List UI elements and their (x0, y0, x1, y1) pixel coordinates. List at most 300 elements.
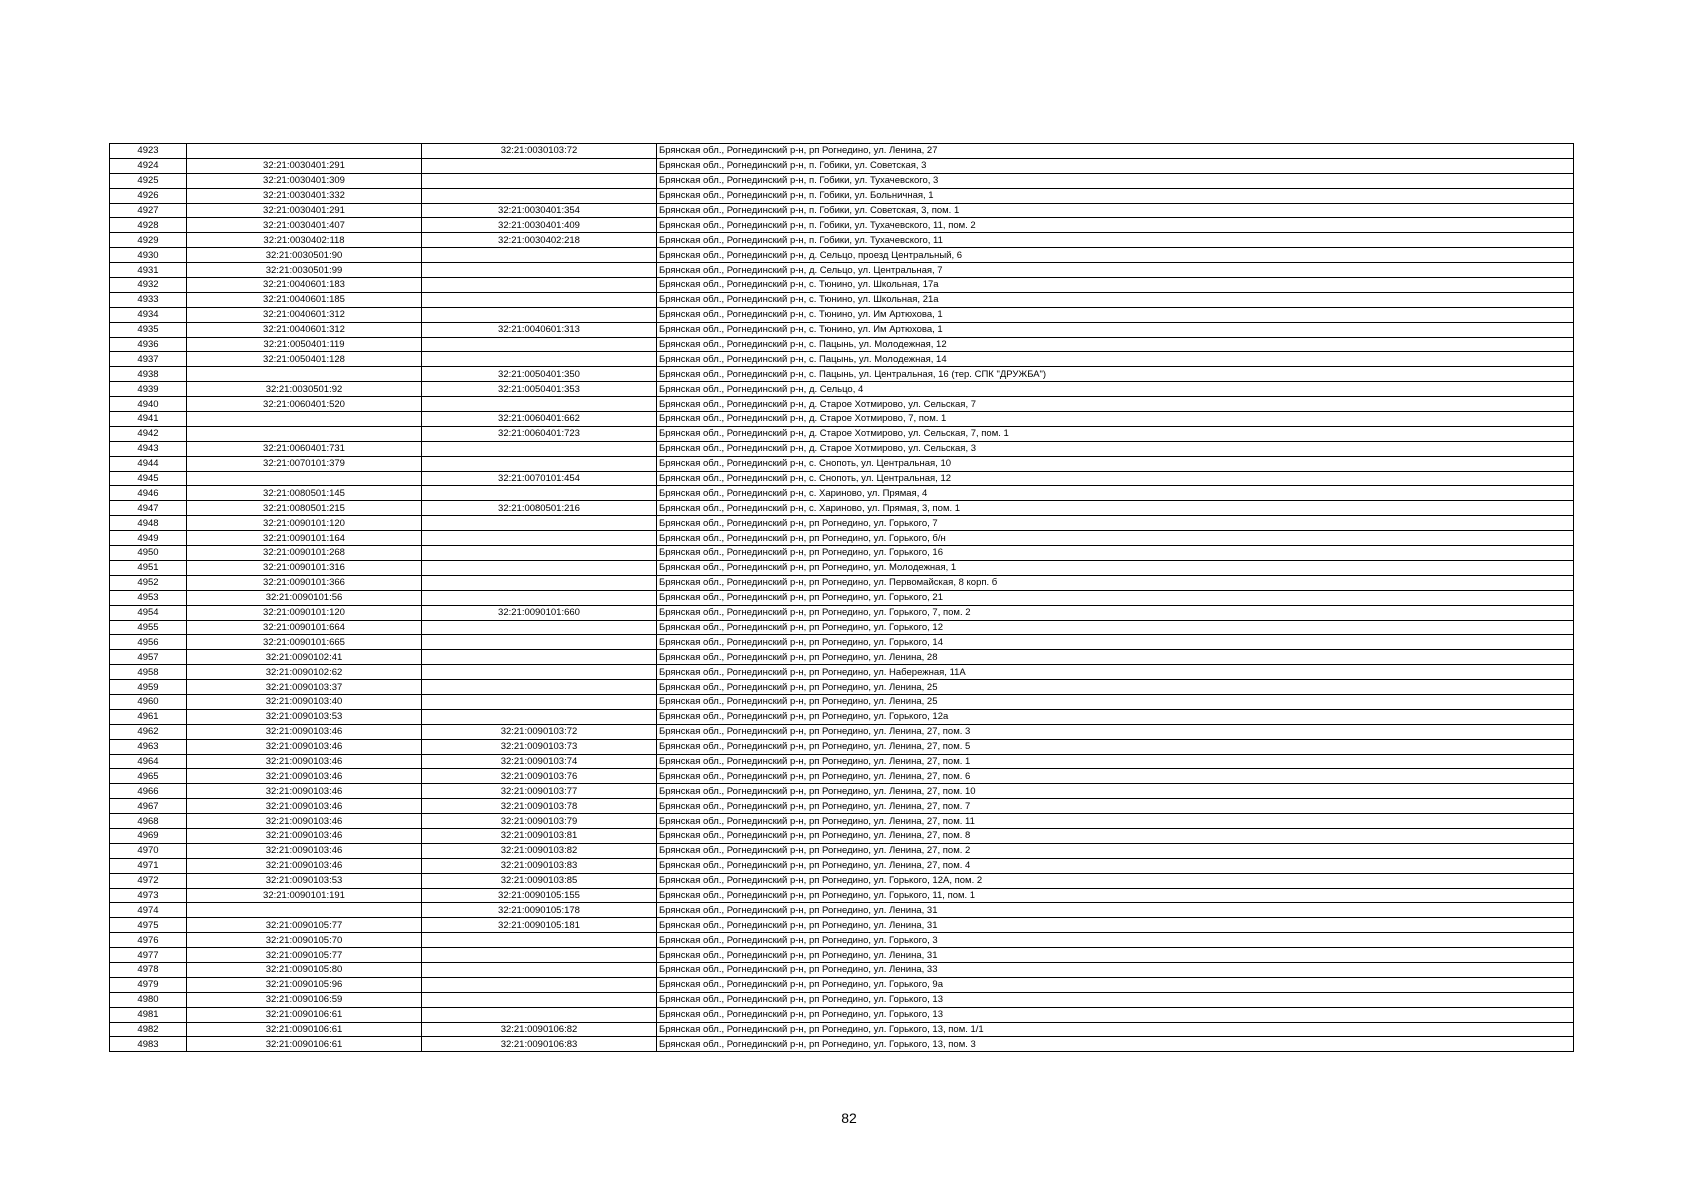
cadastral-number-cell: 32:21:0090101:366 (187, 575, 422, 590)
object-cadastral-number-cell (422, 1007, 657, 1022)
table-row (110, 203, 1574, 218)
object-cadastral-number-cell (422, 352, 657, 367)
cadastral-number-cell (187, 412, 422, 427)
cadastral-number-cell: 32:21:0090102:62 (187, 665, 422, 680)
address-cell: Брянская обл., Рогнединский р-н, рп Рогнедино, ул. Горького, 13 (657, 992, 1574, 1007)
row-number-cell: 4940 (110, 397, 187, 412)
cadastral-number-cell: 32:21:0030401:332 (187, 188, 422, 203)
table-row (110, 754, 1574, 769)
table-row (110, 1007, 1574, 1022)
object-cadastral-number-cell (422, 680, 657, 695)
table-row (110, 456, 1574, 471)
cadastral-number-cell: 32:21:0090103:53 (187, 873, 422, 888)
table-row (110, 486, 1574, 501)
row-number-cell: 4935 (110, 322, 187, 337)
address-cell: Брянская обл., Рогнединский р-н, рп Рогнедино, ул. Ленина, 28 (657, 650, 1574, 665)
table-row (110, 397, 1574, 412)
object-cadastral-number-cell (422, 635, 657, 650)
address-cell: Брянская обл., Рогнединский р-н, рп Рогнедино, ул. Горького, 12А, пом. 2 (657, 873, 1574, 888)
table-row (110, 590, 1574, 605)
row-number-cell: 4968 (110, 814, 187, 829)
address-cell: Брянская обл., Рогнединский р-н, с. Пацынь, ул. Молодежная, 12 (657, 337, 1574, 352)
cadastral-number-cell: 32:21:0090105:77 (187, 948, 422, 963)
row-number-cell: 4947 (110, 501, 187, 516)
address-cell: Брянская обл., Рогнединский р-н, рп Рогнедино, ул. Ленина, 31 (657, 948, 1574, 963)
address-cell: Брянская обл., Рогнединский р-н, с. Пацынь, ул. Центральная, 16 (тер. СПК "ДРУЖБА") (657, 367, 1574, 382)
cadastral-number-cell: 32:21:0090105:96 (187, 977, 422, 992)
object-cadastral-number-cell (422, 590, 657, 605)
address-cell: Брянская обл., Рогнединский р-н, рп Рогнедино, ул. Ленина, 33 (657, 962, 1574, 977)
cadastral-number-cell: 32:21:0080501:215 (187, 501, 422, 516)
cadastral-number-cell: 32:21:0090103:53 (187, 709, 422, 724)
address-cell: Брянская обл., Рогнединский р-н, с. Пацынь, ул. Молодежная, 14 (657, 352, 1574, 367)
cadastral-number-cell: 32:21:0040601:183 (187, 278, 422, 293)
object-cadastral-number-cell: 32:21:0090103:81 (422, 828, 657, 843)
cadastral-number-cell: 32:21:0090101:664 (187, 620, 422, 635)
address-cell: Брянская обл., Рогнединский р-н, с. Тюнино, ул. Школьная, 17а (657, 278, 1574, 293)
table-row (110, 307, 1574, 322)
cadastral-number-cell: 32:21:0030402:118 (187, 233, 422, 248)
address-cell: Брянская обл., Рогнединский р-н, рп Рогнедино, ул. Ленина, 25 (657, 680, 1574, 695)
row-number-cell: 4943 (110, 441, 187, 456)
object-cadastral-number-cell (422, 173, 657, 188)
address-cell: Брянская обл., Рогнединский р-н, рп Рогнедино, ул. Горького, 13, пом. 3 (657, 1037, 1574, 1052)
address-cell: Брянская обл., Рогнединский р-н, рп Рогнедино, ул. Ленина, 27, пом. 7 (657, 799, 1574, 814)
cadastral-number-cell: 32:21:0090103:46 (187, 828, 422, 843)
cadastral-number-cell: 32:21:0090101:316 (187, 560, 422, 575)
table-row (110, 769, 1574, 784)
table-row (110, 694, 1574, 709)
address-cell: Брянская обл., Рогнединский р-н, рп Рогнедино, ул. Горького, 7 (657, 516, 1574, 531)
table-row (110, 933, 1574, 948)
cadastral-number-cell (187, 903, 422, 918)
cadastral-number-cell: 32:21:0090101:665 (187, 635, 422, 650)
object-cadastral-number-cell: 32:21:0050401:350 (422, 367, 657, 382)
object-cadastral-number-cell (422, 248, 657, 263)
address-cell: Брянская обл., Рогнединский р-н, п. Гобики, ул. Тухачевского, 11 (657, 233, 1574, 248)
address-cell: Брянская обл., Рогнединский р-н, рп Рогнедино, ул. Горького, 11, пом. 1 (657, 888, 1574, 903)
object-cadastral-number-cell: 32:21:0030401:354 (422, 203, 657, 218)
table-row (110, 516, 1574, 531)
row-number-cell: 4948 (110, 516, 187, 531)
object-cadastral-number-cell (422, 158, 657, 173)
object-cadastral-number-cell (422, 546, 657, 561)
table-row (110, 858, 1574, 873)
address-cell: Брянская обл., Рогнединский р-н, рп Рогнедино, ул. Набережная, 11А (657, 665, 1574, 680)
row-number-cell: 4939 (110, 382, 187, 397)
table-row (110, 337, 1574, 352)
row-number-cell: 4933 (110, 292, 187, 307)
table-row (110, 292, 1574, 307)
table-row (110, 784, 1574, 799)
address-cell: Брянская обл., Рогнединский р-н, с. Снопоть, ул. Центральная, 10 (657, 456, 1574, 471)
registry-table-body (110, 144, 1574, 1052)
cadastral-number-cell: 32:21:0030401:291 (187, 203, 422, 218)
table-row (110, 546, 1574, 561)
object-cadastral-number-cell: 32:21:0090103:79 (422, 814, 657, 829)
cadastral-number-cell: 32:21:0090103:40 (187, 694, 422, 709)
registry-table (109, 143, 1574, 1052)
cadastral-number-cell: 32:21:0090101:120 (187, 516, 422, 531)
address-cell: Брянская обл., Рогнединский р-н, п. Гобики, ул. Больничная, 1 (657, 188, 1574, 203)
row-number-cell: 4978 (110, 962, 187, 977)
row-number-cell: 4941 (110, 412, 187, 427)
object-cadastral-number-cell (422, 337, 657, 352)
row-number-cell: 4979 (110, 977, 187, 992)
row-number-cell: 4954 (110, 605, 187, 620)
table-row (110, 873, 1574, 888)
table-row (110, 501, 1574, 516)
cadastral-number-cell: 32:21:0030401:309 (187, 173, 422, 188)
row-number-cell: 4972 (110, 873, 187, 888)
table-row (110, 263, 1574, 278)
row-number-cell: 4962 (110, 724, 187, 739)
cadastral-number-cell: 32:21:0090101:268 (187, 546, 422, 561)
row-number-cell: 4958 (110, 665, 187, 680)
row-number-cell: 4955 (110, 620, 187, 635)
row-number-cell: 4944 (110, 456, 187, 471)
cadastral-number-cell (187, 367, 422, 382)
row-number-cell: 4975 (110, 918, 187, 933)
cadastral-number-cell: 32:21:0090103:46 (187, 858, 422, 873)
object-cadastral-number-cell (422, 694, 657, 709)
cadastral-number-cell: 32:21:0090101:191 (187, 888, 422, 903)
cadastral-number-cell: 32:21:0090103:46 (187, 769, 422, 784)
address-cell: Брянская обл., Рогнединский р-н, рп Рогнедино, ул. Горького, 21 (657, 590, 1574, 605)
row-number-cell: 4926 (110, 188, 187, 203)
table-row (110, 903, 1574, 918)
address-cell: Брянская обл., Рогнединский р-н, с. Тюнино, ул. Им Артюхова, 1 (657, 322, 1574, 337)
object-cadastral-number-cell: 32:21:0090103:85 (422, 873, 657, 888)
address-cell: Брянская обл., Рогнединский р-н, рп Рогнедино, ул. Первомайская, 8 корп. б (657, 575, 1574, 590)
table-row (110, 248, 1574, 263)
cadastral-number-cell: 32:21:0060401:731 (187, 441, 422, 456)
object-cadastral-number-cell (422, 992, 657, 1007)
row-number-cell: 4950 (110, 546, 187, 561)
cadastral-number-cell: 32:21:0080501:145 (187, 486, 422, 501)
cadastral-number-cell: 32:21:0090103:46 (187, 739, 422, 754)
table-row (110, 158, 1574, 173)
cadastral-number-cell: 32:21:0040601:312 (187, 307, 422, 322)
address-cell: Брянская обл., Рогнединский р-н, д. Старое Хотмирово, ул. Сельская, 7, пом. 1 (657, 426, 1574, 441)
cadastral-number-cell: 32:21:0030401:291 (187, 158, 422, 173)
cadastral-number-cell: 32:21:0050401:119 (187, 337, 422, 352)
object-cadastral-number-cell (422, 620, 657, 635)
object-cadastral-number-cell (422, 516, 657, 531)
row-number-cell: 4982 (110, 1022, 187, 1037)
row-number-cell: 4976 (110, 933, 187, 948)
cadastral-number-cell: 32:21:0040601:312 (187, 322, 422, 337)
address-cell: Брянская обл., Рогнединский р-н, д. Сельцо, ул. Центральная, 7 (657, 263, 1574, 278)
table-row (110, 814, 1574, 829)
object-cadastral-number-cell: 32:21:0030402:218 (422, 233, 657, 248)
table-row (110, 233, 1574, 248)
address-cell: Брянская обл., Рогнединский р-н, п. Гобики, ул. Тухачевского, 11, пом. 2 (657, 218, 1574, 233)
table-row (110, 382, 1574, 397)
row-number-cell: 4946 (110, 486, 187, 501)
object-cadastral-number-cell (422, 977, 657, 992)
address-cell: Брянская обл., Рогнединский р-н, рп Рогнедино, ул. Ленина, 27, пом. 8 (657, 828, 1574, 843)
object-cadastral-number-cell: 32:21:0030401:409 (422, 218, 657, 233)
object-cadastral-number-cell (422, 188, 657, 203)
address-cell: Брянская обл., Рогнединский р-н, д. Сельцо, проезд Центральный, 6 (657, 248, 1574, 263)
address-cell: Брянская обл., Рогнединский р-н, рп Рогнедино, ул. Ленина, 31 (657, 903, 1574, 918)
cadastral-number-cell: 32:21:0090103:46 (187, 843, 422, 858)
row-number-cell: 4967 (110, 799, 187, 814)
cadastral-number-cell: 32:21:0030501:99 (187, 263, 422, 278)
row-number-cell: 4969 (110, 828, 187, 843)
address-cell: Брянская обл., Рогнединский р-н, рп Рогнедино, ул. Ленина, 27, пом. 1 (657, 754, 1574, 769)
table-row (110, 918, 1574, 933)
row-number-cell: 4961 (110, 709, 187, 724)
table-row (110, 560, 1574, 575)
object-cadastral-number-cell: 32:21:0060401:662 (422, 412, 657, 427)
table-row (110, 575, 1574, 590)
row-number-cell: 4963 (110, 739, 187, 754)
address-cell: Брянская обл., Рогнединский р-н, рп Рогнедино, ул. Горького, 13, пом. 1/1 (657, 1022, 1574, 1037)
object-cadastral-number-cell: 32:21:0090103:82 (422, 843, 657, 858)
cadastral-number-cell: 32:21:0090103:46 (187, 724, 422, 739)
row-number-cell: 4942 (110, 426, 187, 441)
object-cadastral-number-cell: 32:21:0060401:723 (422, 426, 657, 441)
table-row (110, 843, 1574, 858)
address-cell: Брянская обл., Рогнединский р-н, рп Рогнедино, ул. Ленина, 27, пом. 2 (657, 843, 1574, 858)
object-cadastral-number-cell (422, 948, 657, 963)
address-cell: Брянская обл., Рогнединский р-н, рп Рогнедино, ул. Ленина, 27, пом. 11 (657, 814, 1574, 829)
cadastral-number-cell: 32:21:0090103:37 (187, 680, 422, 695)
cadastral-number-cell: 32:21:0090106:61 (187, 1022, 422, 1037)
address-cell: Брянская обл., Рогнединский р-н, рп Рогнедино, ул. Молодежная, 1 (657, 560, 1574, 575)
row-number-cell: 4977 (110, 948, 187, 963)
object-cadastral-number-cell: 32:21:0090103:78 (422, 799, 657, 814)
table-row (110, 650, 1574, 665)
address-cell: Брянская обл., Рогнединский р-н, рп Рогнедино, ул. Горького, 13 (657, 1007, 1574, 1022)
object-cadastral-number-cell (422, 486, 657, 501)
cadastral-number-cell: 32:21:0090102:41 (187, 650, 422, 665)
object-cadastral-number-cell (422, 575, 657, 590)
table-row (110, 322, 1574, 337)
table-row (110, 173, 1574, 188)
cadastral-number-cell: 32:21:0090101:164 (187, 531, 422, 546)
table-row (110, 962, 1574, 977)
table-row (110, 739, 1574, 754)
cadastral-number-cell (187, 144, 422, 159)
row-number-cell: 4949 (110, 531, 187, 546)
address-cell: Брянская обл., Рогнединский р-н, рп Рогнедино, ул. Горького, 7, пом. 2 (657, 605, 1574, 620)
address-cell: Брянская обл., Рогнединский р-н, д. Сельцо, 4 (657, 382, 1574, 397)
row-number-cell: 4959 (110, 680, 187, 695)
table-row (110, 992, 1574, 1007)
address-cell: Брянская обл., Рогнединский р-н, рп Рогнедино, ул. Ленина, 31 (657, 918, 1574, 933)
address-cell: Брянская обл., Рогнединский р-н, рп Рогнедино, ул. Горького, 12 (657, 620, 1574, 635)
address-cell: Брянская обл., Рогнединский р-н, рп Рогнедино, ул. Горького, 14 (657, 635, 1574, 650)
table-row (110, 1037, 1574, 1052)
row-number-cell: 4966 (110, 784, 187, 799)
row-number-cell: 4960 (110, 694, 187, 709)
object-cadastral-number-cell: 32:21:0090103:76 (422, 769, 657, 784)
object-cadastral-number-cell: 32:21:0090103:74 (422, 754, 657, 769)
object-cadastral-number-cell (422, 650, 657, 665)
row-number-cell: 4938 (110, 367, 187, 382)
cadastral-number-cell: 32:21:0090106:61 (187, 1007, 422, 1022)
object-cadastral-number-cell: 32:21:0090105:178 (422, 903, 657, 918)
cadastral-number-cell: 32:21:0030401:407 (187, 218, 422, 233)
address-cell: Брянская обл., Рогнединский р-н, п. Гобики, ул. Тухачевского, 3 (657, 173, 1574, 188)
row-number-cell: 4924 (110, 158, 187, 173)
object-cadastral-number-cell (422, 278, 657, 293)
table-row (110, 828, 1574, 843)
object-cadastral-number-cell (422, 397, 657, 412)
object-cadastral-number-cell: 32:21:0030103:72 (422, 144, 657, 159)
table-row (110, 948, 1574, 963)
row-number-cell: 4957 (110, 650, 187, 665)
object-cadastral-number-cell (422, 962, 657, 977)
table-row (110, 665, 1574, 680)
table-row (110, 426, 1574, 441)
object-cadastral-number-cell: 32:21:0090101:660 (422, 605, 657, 620)
table-row (110, 278, 1574, 293)
object-cadastral-number-cell (422, 665, 657, 680)
row-number-cell: 4953 (110, 590, 187, 605)
cadastral-number-cell (187, 471, 422, 486)
address-cell: Брянская обл., Рогнединский р-н, с. Снопоть, ул. Центральная, 12 (657, 471, 1574, 486)
table-row (110, 635, 1574, 650)
cadastral-number-cell: 32:21:0030501:92 (187, 382, 422, 397)
object-cadastral-number-cell (422, 560, 657, 575)
address-cell: Брянская обл., Рогнединский р-н, с. Хариново, ул. Прямая, 4 (657, 486, 1574, 501)
table-row (110, 605, 1574, 620)
cadastral-number-cell: 32:21:0090105:77 (187, 918, 422, 933)
address-cell: Брянская обл., Рогнединский р-н, д. Старое Хотмирово, ул. Сельская, 7 (657, 397, 1574, 412)
table-row (110, 888, 1574, 903)
address-cell: Брянская обл., Рогнединский р-н, рп Рогнедино, ул. Горького, б/н (657, 531, 1574, 546)
cadastral-number-cell: 32:21:0090105:70 (187, 933, 422, 948)
address-cell: Брянская обл., Рогнединский р-н, рп Рогнедино, ул. Горького, 12а (657, 709, 1574, 724)
table-row (110, 441, 1574, 456)
object-cadastral-number-cell: 32:21:0090105:155 (422, 888, 657, 903)
object-cadastral-number-cell (422, 263, 657, 278)
row-number-cell: 4965 (110, 769, 187, 784)
address-cell: Брянская обл., Рогнединский р-н, рп Рогнедино, ул. Горького, 9а (657, 977, 1574, 992)
row-number-cell: 4930 (110, 248, 187, 263)
row-number-cell: 4974 (110, 903, 187, 918)
object-cadastral-number-cell: 32:21:0070101:454 (422, 471, 657, 486)
object-cadastral-number-cell: 32:21:0090105:181 (422, 918, 657, 933)
row-number-cell: 4945 (110, 471, 187, 486)
object-cadastral-number-cell: 32:21:0090103:83 (422, 858, 657, 873)
table-row (110, 412, 1574, 427)
address-cell: Брянская обл., Рогнединский р-н, п. Гобики, ул. Советская, 3, пом. 1 (657, 203, 1574, 218)
cadastral-number-cell: 32:21:0090103:46 (187, 799, 422, 814)
cadastral-number-cell: 32:21:0090105:80 (187, 962, 422, 977)
row-number-cell: 4937 (110, 352, 187, 367)
row-number-cell: 4981 (110, 1007, 187, 1022)
address-cell: Брянская обл., Рогнединский р-н, рп Рогнедино, ул. Ленина, 27, пом. 6 (657, 769, 1574, 784)
object-cadastral-number-cell (422, 441, 657, 456)
row-number-cell: 4936 (110, 337, 187, 352)
table-row (110, 188, 1574, 203)
table-row (110, 144, 1574, 159)
row-number-cell: 4931 (110, 263, 187, 278)
address-cell: Брянская обл., Рогнединский р-н, рп Рогнедино, ул. Горького, 3 (657, 933, 1574, 948)
address-cell: Брянская обл., Рогнединский р-н, рп Рогнедино, ул. Горького, 16 (657, 546, 1574, 561)
row-number-cell: 4980 (110, 992, 187, 1007)
address-cell: Брянская обл., Рогнединский р-н, с. Тюнино, ул. Школьная, 21а (657, 292, 1574, 307)
cadastral-number-cell: 32:21:0090106:59 (187, 992, 422, 1007)
object-cadastral-number-cell: 32:21:0090103:73 (422, 739, 657, 754)
cadastral-number-cell: 32:21:0030501:90 (187, 248, 422, 263)
table-row (110, 1022, 1574, 1037)
cadastral-number-cell: 32:21:0090103:46 (187, 754, 422, 769)
address-cell: Брянская обл., Рогнединский р-н, д. Старое Хотмирово, 7, пом. 1 (657, 412, 1574, 427)
cadastral-number-cell: 32:21:0070101:379 (187, 456, 422, 471)
table-row (110, 709, 1574, 724)
table-row (110, 977, 1574, 992)
object-cadastral-number-cell (422, 292, 657, 307)
table-row (110, 471, 1574, 486)
cadastral-number-cell: 32:21:0090103:46 (187, 784, 422, 799)
address-cell: Брянская обл., Рогнединский р-н, рп Рогнедино, ул. Ленина, 27, пом. 5 (657, 739, 1574, 754)
cadastral-number-cell: 32:21:0090106:61 (187, 1037, 422, 1052)
address-cell: Брянская обл., Рогнединский р-н, рп Рогнедино, ул. Ленина, 27 (657, 144, 1574, 159)
object-cadastral-number-cell: 32:21:0050401:353 (422, 382, 657, 397)
row-number-cell: 4929 (110, 233, 187, 248)
table-row (110, 218, 1574, 233)
object-cadastral-number-cell: 32:21:0040601:313 (422, 322, 657, 337)
table-row (110, 620, 1574, 635)
object-cadastral-number-cell: 32:21:0090106:83 (422, 1037, 657, 1052)
table-row (110, 799, 1574, 814)
row-number-cell: 4934 (110, 307, 187, 322)
address-cell: Брянская обл., Рогнединский р-н, рп Рогнедино, ул. Ленина, 27, пом. 10 (657, 784, 1574, 799)
cadastral-number-cell: 32:21:0090103:46 (187, 814, 422, 829)
row-number-cell: 4925 (110, 173, 187, 188)
cadastral-number-cell: 32:21:0090101:56 (187, 590, 422, 605)
row-number-cell: 4964 (110, 754, 187, 769)
object-cadastral-number-cell: 32:21:0090106:82 (422, 1022, 657, 1037)
cadastral-number-cell: 32:21:0060401:520 (187, 397, 422, 412)
object-cadastral-number-cell (422, 709, 657, 724)
row-number-cell: 4923 (110, 144, 187, 159)
table-row (110, 680, 1574, 695)
cadastral-number-cell: 32:21:0090101:120 (187, 605, 422, 620)
row-number-cell: 4928 (110, 218, 187, 233)
table-row (110, 531, 1574, 546)
cadastral-number-cell: 32:21:0040601:185 (187, 292, 422, 307)
row-number-cell: 4971 (110, 858, 187, 873)
table-row (110, 367, 1574, 382)
object-cadastral-number-cell (422, 307, 657, 322)
address-cell: Брянская обл., Рогнединский р-н, п. Гобики, ул. Советская, 3 (657, 158, 1574, 173)
address-cell: Брянская обл., Рогнединский р-н, с. Хариново, ул. Прямая, 3, пом. 1 (657, 501, 1574, 516)
table-row (110, 724, 1574, 739)
object-cadastral-number-cell (422, 933, 657, 948)
object-cadastral-number-cell (422, 456, 657, 471)
table-row (110, 352, 1574, 367)
address-cell: Брянская обл., Рогнединский р-н, рп Рогнедино, ул. Ленина, 27, пом. 4 (657, 858, 1574, 873)
object-cadastral-number-cell: 32:21:0090103:72 (422, 724, 657, 739)
address-cell: Брянская обл., Рогнединский р-н, д. Старое Хотмирово, ул. Сельская, 3 (657, 441, 1574, 456)
object-cadastral-number-cell (422, 531, 657, 546)
address-cell: Брянская обл., Рогнединский р-н, рп Рогнедино, ул. Ленина, 27, пом. 3 (657, 724, 1574, 739)
object-cadastral-number-cell: 32:21:0080501:216 (422, 501, 657, 516)
row-number-cell: 4927 (110, 203, 187, 218)
row-number-cell: 4952 (110, 575, 187, 590)
row-number-cell: 4951 (110, 560, 187, 575)
address-cell: Брянская обл., Рогнединский р-н, с. Тюнино, ул. Им Артюхова, 1 (657, 307, 1574, 322)
row-number-cell: 4956 (110, 635, 187, 650)
cadastral-number-cell (187, 426, 422, 441)
